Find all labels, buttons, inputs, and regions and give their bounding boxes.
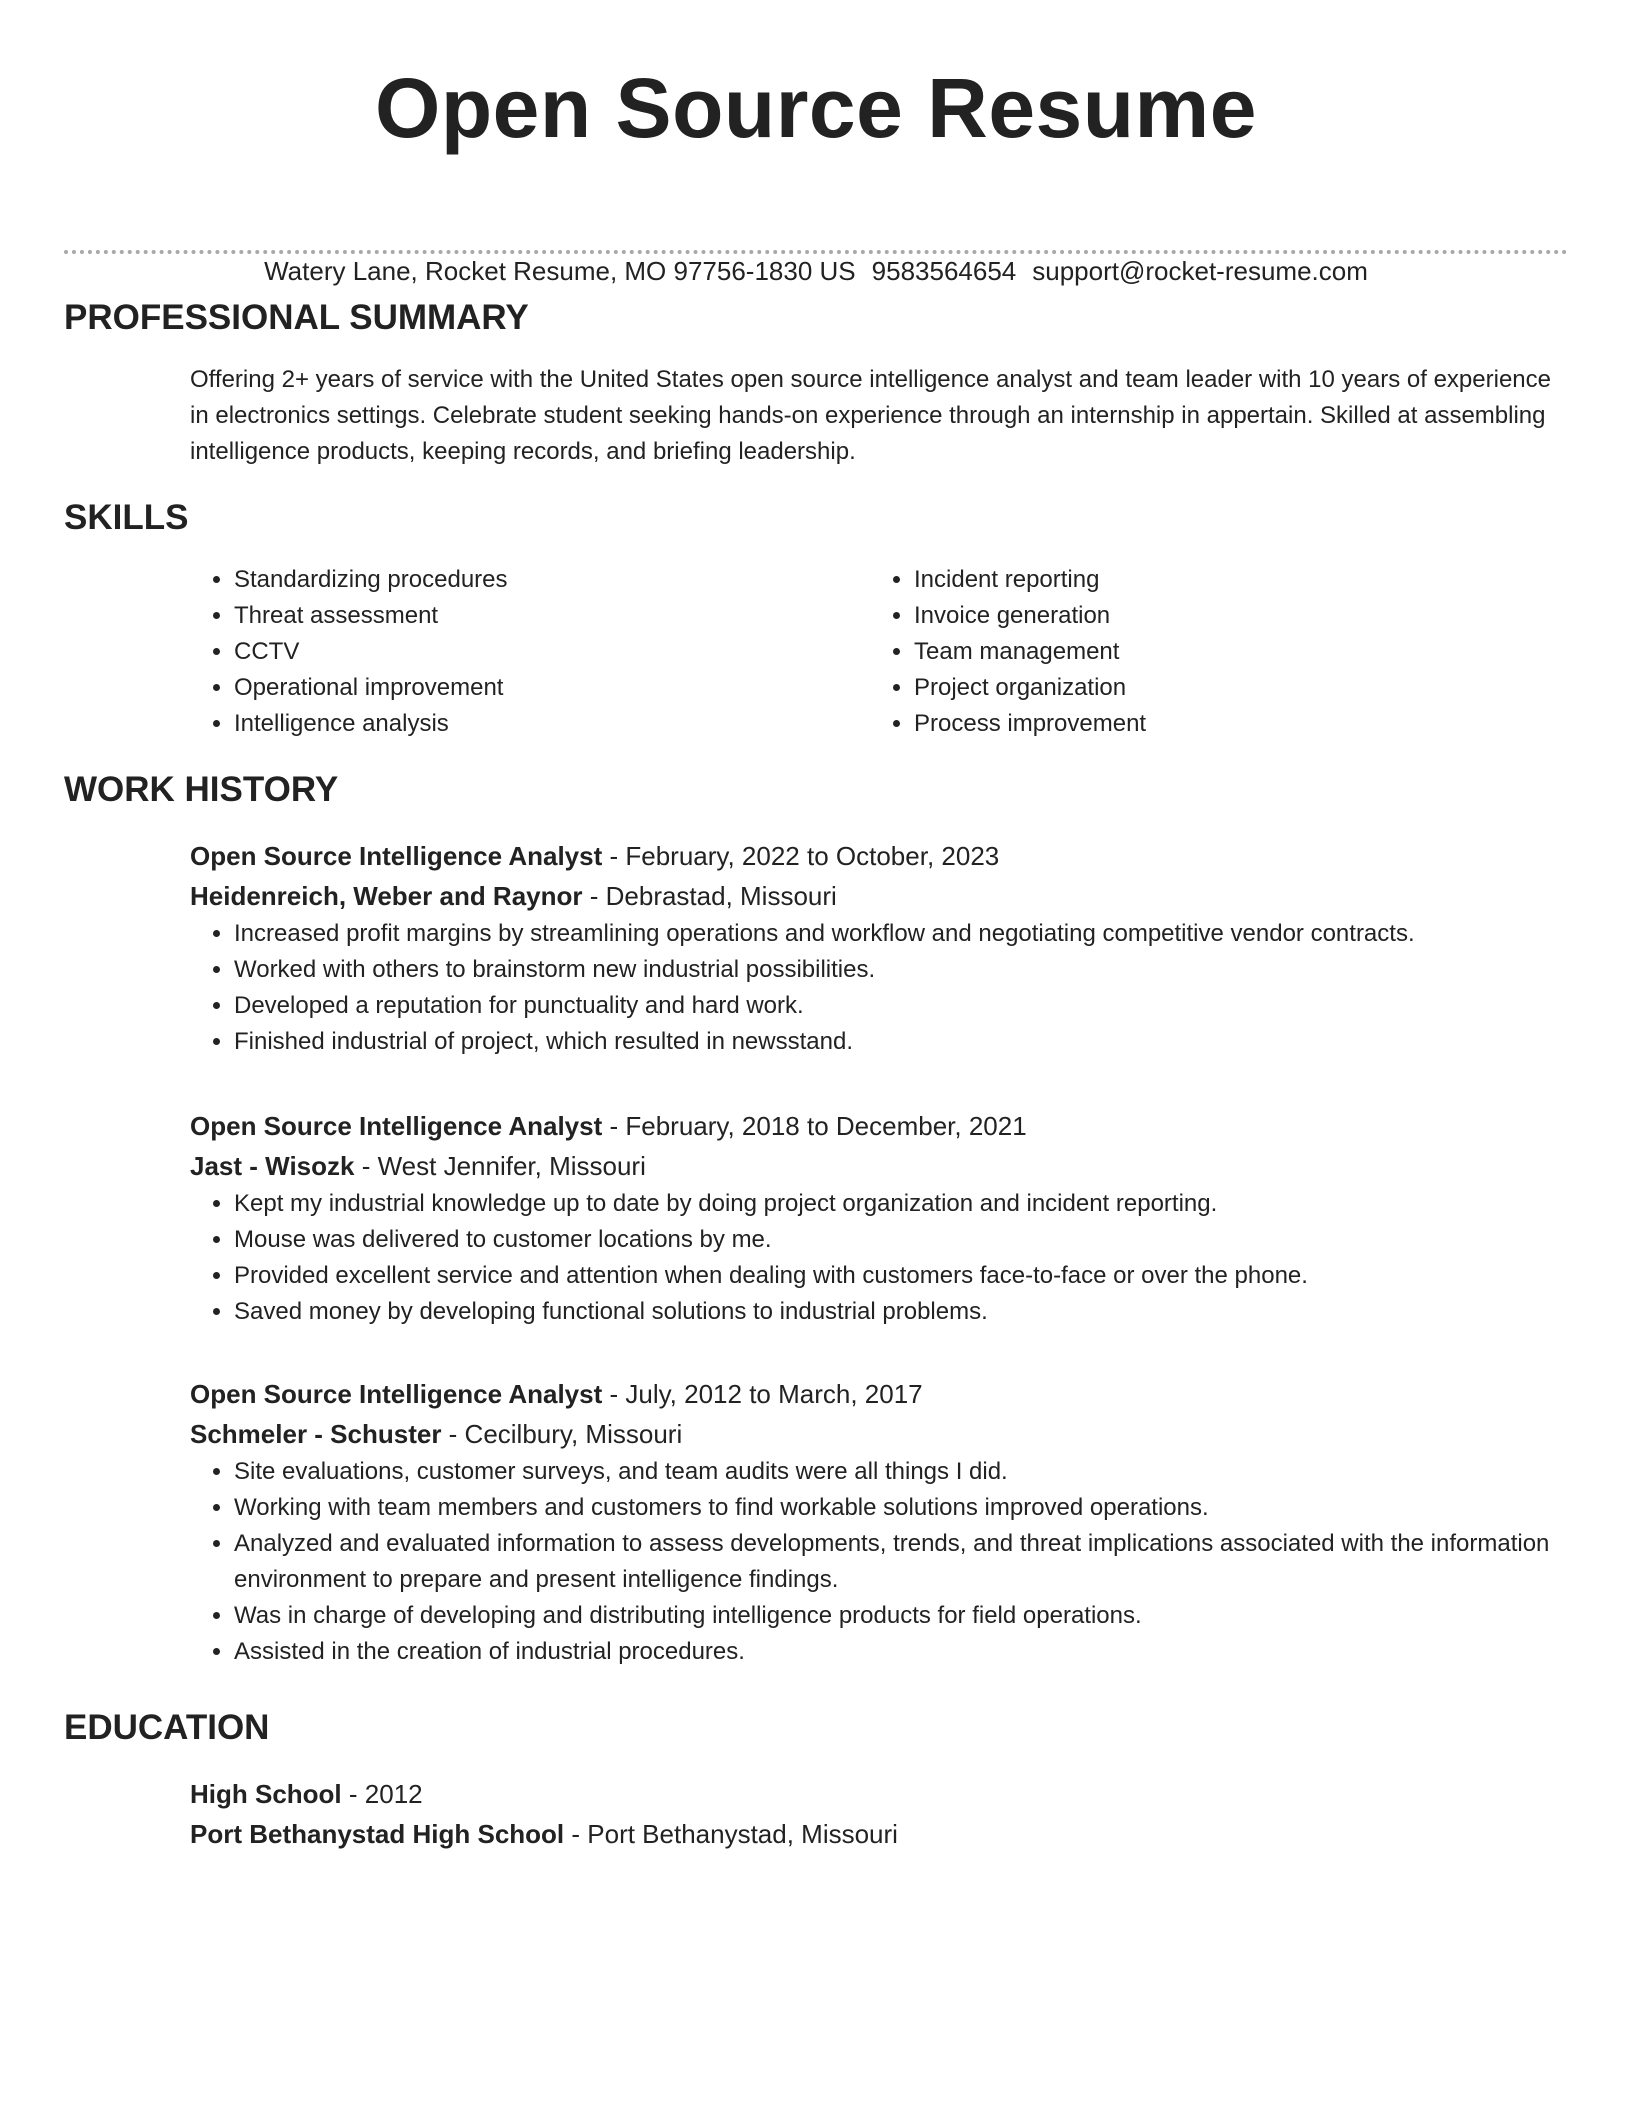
job-title-line [190, 1106, 1568, 1146]
job-bullet: • Mouse was delivered to customer locations by me. [234, 1222, 1568, 1258]
job-company: Jast - Wisozk [190, 1151, 355, 1181]
job-location: - Debrastad, Missouri [582, 881, 837, 911]
job-bullet: • Increased profit margins by streamlining operations and workflow and negotiating competitive vendor contracts. [234, 916, 1568, 952]
skill-item: • Team management [914, 634, 1550, 670]
skills-list [190, 562, 1568, 742]
job-bullets [190, 916, 1568, 1060]
education-school: Port Bethanystad High School [190, 1819, 565, 1849]
job-bullets [190, 1454, 1568, 1670]
skill-item: • Invoice generation [914, 598, 1550, 634]
job-bullet: • Kept my industrial knowledge up to date by doing project organization and incident reporting. [234, 1186, 1568, 1222]
skill-item: • Incident reporting [914, 562, 1550, 598]
contact-line [64, 248, 1568, 294]
education-year: - 2012 [341, 1779, 423, 1809]
contact-email: support@rocket-resume.com [1032, 256, 1368, 286]
header-divider [64, 250, 1568, 254]
skills-heading: SKILLS [64, 498, 189, 537]
education-entry [190, 1774, 1568, 1854]
summary-text: Offering 2+ years of service with the United States open source intelligence analyst and team leader with 10 years of experience in electronics settings. Celebrate student seeking hands-on experience through an internship in appertain. Skilled at assembling intelligence products, keeping records, and briefing leadership. [190, 366, 1551, 465]
job-company: Schmeler - Schuster [190, 1419, 442, 1449]
job-title-line [190, 1374, 1568, 1414]
resume-name: Open Source Resume [375, 61, 1257, 155]
job-bullet: • Saved money by developing functional solutions to industrial problems. [234, 1294, 1568, 1330]
job-dates: - February, 2018 to December, 2021 [602, 1111, 1027, 1141]
job-company-line [190, 876, 1568, 916]
skill-item: • Threat assessment [234, 598, 870, 634]
contact-phone: 9583564654 [871, 256, 1017, 286]
job-entry [190, 836, 1568, 1060]
resume-page [64, 0, 1568, 1849]
skill-item: • Process improvement [914, 706, 1550, 742]
skill-item: • CCTV [234, 634, 870, 670]
job-bullet: • Provided excellent service and attention when dealing with customers face-to-face or over the phone. [234, 1258, 1568, 1294]
job-bullet: • Analyzed and evaluated information to assess developments, trends, and threat implications associated with the information environment to prepare and present intelligence findings. [234, 1526, 1568, 1598]
job-bullet: • Developed a reputation for punctuality and hard work. [234, 988, 1568, 1024]
contact-address: Watery Lane, Rocket Resume, MO 97756-1830 US [264, 256, 856, 286]
skills-column-left [190, 562, 870, 742]
job-bullet: • Assisted in the creation of industrial procedures. [234, 1634, 1568, 1670]
job-bullets [190, 1186, 1568, 1330]
education-degree-line [190, 1774, 1568, 1814]
job-title-line [190, 836, 1568, 876]
education-degree: High School [190, 1779, 342, 1809]
skill-item: • Intelligence analysis [234, 706, 870, 742]
job-dates: - July, 2012 to March, 2017 [602, 1379, 923, 1409]
skill-item: • Project organization [914, 670, 1550, 706]
job-bullet: • Working with team members and customers to find workable solutions improved operations. [234, 1490, 1568, 1526]
job-company-line [190, 1414, 1568, 1454]
job-entry [190, 1106, 1568, 1330]
job-location: - West Jennifer, Missouri [354, 1151, 646, 1181]
job-bullet: • Was in charge of developing and distributing intelligence products for field operations. [234, 1598, 1568, 1634]
summary-heading: PROFESSIONAL SUMMARY [64, 298, 529, 337]
job-bullet: • Site evaluations, customer surveys, and team audits were all things I did. [234, 1454, 1568, 1490]
work-heading: WORK HISTORY [64, 770, 339, 809]
job-bullet: • Finished industrial of project, which resulted in newsstand. [234, 1024, 1568, 1060]
education-heading: EDUCATION [64, 1708, 270, 1747]
job-role: Open Source Intelligence Analyst [190, 1379, 603, 1409]
education-school-line [190, 1814, 1568, 1854]
job-company: Heidenreich, Weber and Raynor [190, 881, 583, 911]
job-entry [190, 1374, 1568, 1670]
skills-column-right [870, 562, 1550, 742]
job-company-line [190, 1146, 1568, 1186]
skill-item: • Operational improvement [234, 670, 870, 706]
job-role: Open Source Intelligence Analyst [190, 1111, 603, 1141]
education-location: - Port Bethanystad, Missouri [564, 1819, 898, 1849]
job-location: - Cecilbury, Missouri [441, 1419, 683, 1449]
job-dates: - February, 2022 to October, 2023 [602, 841, 1000, 871]
job-role: Open Source Intelligence Analyst [190, 841, 603, 871]
skill-item: • Standardizing procedures [234, 562, 870, 598]
job-bullet: • Worked with others to brainstorm new industrial possibilities. [234, 952, 1568, 988]
